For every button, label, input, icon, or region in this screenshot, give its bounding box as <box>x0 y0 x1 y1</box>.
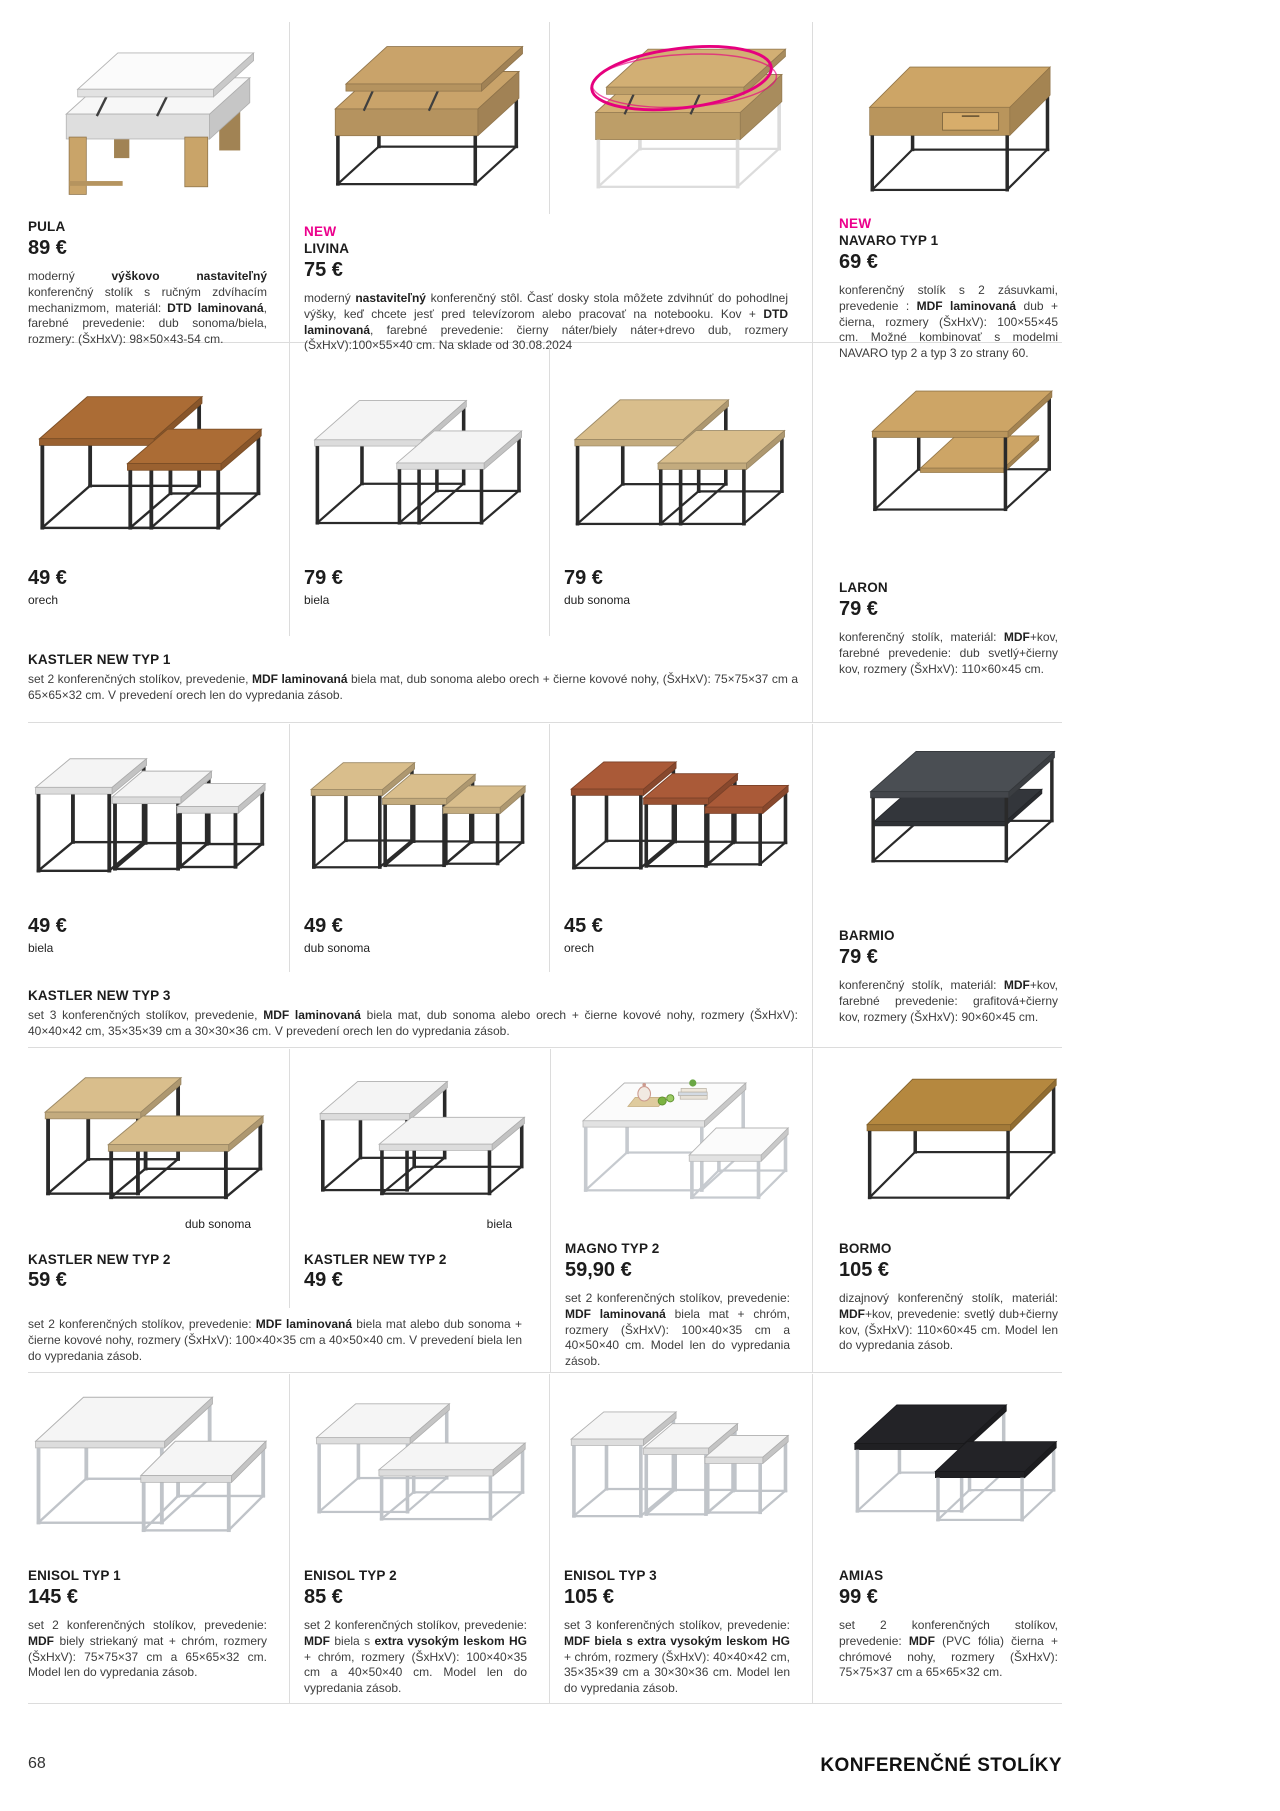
kastler1-variant-orech <box>28 344 290 636</box>
product-price: 49 € <box>304 1269 343 1292</box>
product-description: konferenčný stolík s 2 zásuvkami, prevedenie : MDF laminovaná dub + čierna, rozmery (ŠxHxV): 100×55×45 cm. Možné kombinovať s modelmi NAVARO typ 2 a typ 3 zo strany 60. <box>839 283 1058 361</box>
product-card-kastler1 <box>28 636 812 722</box>
laron-product-image <box>839 356 1058 554</box>
section-title: KONFERENČNÉ STOLÍKY <box>820 1755 1062 1776</box>
kastler2-biela-product-image <box>304 1061 528 1213</box>
kastler2-shared-description <box>28 1308 550 1372</box>
kastler3-variant-dub-sonoma <box>290 724 550 972</box>
product-price: 105 € <box>564 1586 615 1608</box>
new-badge: NEW <box>304 223 337 239</box>
new-badge: NEW <box>839 216 872 231</box>
finish-label: biela <box>304 593 330 607</box>
product-name: PULA <box>28 219 66 234</box>
product-name: AMIAS <box>839 1568 884 1583</box>
product-description: dizajnový konferenčný stolík, materiál: MDF+kov, prevedenie: svetlý dub+čierny kov, (ŠxHxV): 110×60×45 cm. Model len do vypredania zásob. <box>839 1291 1058 1353</box>
product-name: ENISOL TYP 3 <box>564 1568 657 1583</box>
product-description: set 3 konferenčných stolíkov, prevedenie: MDF biela s extra vysokým leskom HG + chróm, rozmery (ŠxHxV): 40×40×42 cm, 35×35×39 cm a 30×30×36 cm. Model len do vypredania zásob. <box>564 1618 790 1696</box>
livina-circled-product-image <box>564 28 790 206</box>
product-card-magno <box>550 1049 812 1372</box>
product-name: BORMO <box>839 1241 892 1256</box>
kastler3-dub-sonoma-product-image <box>304 734 527 902</box>
product-description: set 2 konferenčných stolíkov, prevedenie: MDF biely striekaný mat + chróm, rozmery (ŠxHxV): 75×75×37 cm a 65×65×32 cm. Model len do vypredania zásob. <box>28 1618 267 1680</box>
enisol1-product-image <box>28 1384 267 1552</box>
product-price: 85 € <box>304 1586 343 1608</box>
product-description: set 2 konferenčných stolíkov, prevedenie: MDF laminovaná biela mat + chróm, rozmery (ŠxHxV): 100×40×35 cm a 40×50×40 cm. Model len do vypredania zásob. <box>565 1291 790 1369</box>
variant-price: 79 € <box>564 567 603 589</box>
variant-price: 49 € <box>304 915 343 937</box>
catalog-row-2 <box>28 344 1062 723</box>
product-name: KASTLER NEW TYP 2 <box>28 1252 171 1268</box>
catalog-row-3 <box>28 724 1062 1048</box>
product-description: set 2 konferenčných stolíkov, prevedenie, MDF laminovaná biela mat, dub sonoma alebo orech + čierne kovové nohy, (ŠxHxV): 75×75×37 cm a 65×65×32 cm. V prevedení orech len do vypredania zásob. <box>28 671 798 702</box>
product-name: LARON <box>839 580 888 595</box>
product-description: konferenčný stolík, materiál: MDF+kov, farebné prevedenie: dub svetlý+čierny kov, rozmery (ŠxHxV): 110×60×45 cm. <box>839 630 1058 676</box>
product-price: 79 € <box>839 598 878 620</box>
product-description: moderný výškovo nastaviteľný konferenčný stolík s ručným zdvíhacím mechanizmom, materiál: DTD laminovaná, farebné prevedenie: dub sonoma/biela, rozmery: (ŠxHxV): 98×50×43-54 cm. <box>28 269 267 347</box>
product-description: set 2 konferenčných stolíkov, prevedenie: MDF (PVC fólia) čierna + chrómové nohy, rozmery (ŠxHxV): 75×75×37 cm a 65×65×32 cm. <box>839 1618 1059 1680</box>
product-name: MAGNO TYP 2 <box>565 1241 660 1256</box>
catalog-row-1 <box>28 22 1062 361</box>
kastler1-orech-product-image <box>28 356 267 554</box>
product-name: BARMIO <box>839 928 895 943</box>
finish-label: dub sonoma <box>184 1217 251 1231</box>
livina-product-image <box>304 28 527 206</box>
product-name: KASTLER NEW TYP 2 <box>304 1252 447 1268</box>
product-name: KASTLER NEW TYP 1 <box>28 651 171 667</box>
variant-price: 49 € <box>28 915 67 937</box>
product-price: 59,90 € <box>565 1259 632 1281</box>
finish-label: orech <box>564 941 595 955</box>
finish-label: dub sonoma <box>564 593 631 607</box>
product-name: NAVARO TYP 1 <box>839 233 939 248</box>
product-price: 69 € <box>839 251 878 273</box>
enisol3-product-image <box>564 1384 790 1552</box>
product-card-amias <box>812 1374 1062 1703</box>
product-card-kastler3 <box>28 972 812 1047</box>
product-card-barmio <box>812 724 1062 1047</box>
catalog-row-4 <box>28 1049 1062 1373</box>
page-number: 68 <box>28 1755 46 1772</box>
product-card-enisol2 <box>290 1374 550 1703</box>
product-price: 145 € <box>28 1586 79 1608</box>
livina-image-cell <box>290 22 550 214</box>
product-description: moderný nastaviteľný konferenčný stôl. Časť dosky stola môžete zdvihnúť do pohodlnej výšky, keď chcete jesť pred televízorom alebo pracovať na notebooku. Kov + DTD laminovaná, farebné prevedenie: čierny náter/biely náter+drevo dub, rozmery (ŠxHxV):100×55×40 cm. Na sklade od 30.08.2024 <box>304 290 789 353</box>
kastler1-variant-dub-sonoma <box>550 344 812 636</box>
page-footer <box>28 1705 1062 1777</box>
product-price: 105 € <box>839 1259 890 1281</box>
finish-label: biela <box>486 1217 512 1231</box>
product-card-kastler2-dub <box>28 1238 290 1308</box>
product-name: LIVINA <box>304 240 350 256</box>
finish-label: dub sonoma <box>304 941 371 955</box>
barmio-product-image <box>839 734 1058 902</box>
product-price: 99 € <box>839 1586 878 1608</box>
pula-product-image <box>28 28 267 206</box>
product-name: KASTLER NEW TYP 3 <box>28 988 171 1004</box>
amias-product-image <box>839 1384 1058 1552</box>
kastler2-dub-sonoma-product-image <box>28 1061 267 1213</box>
variant-price: 49 € <box>28 567 67 589</box>
navaro-product-image <box>839 28 1058 206</box>
product-description: set 2 konferenčných stolíkov, prevedenie: MDF laminovaná biela mat alebo dub sonoma + čierne kovové nohy, rozmery (ŠxHxV): 100×40×35 cm a 40×50×40 cm. V prevedení biela len do vypredania zásob. <box>28 1317 522 1363</box>
product-price: 75 € <box>304 258 343 281</box>
kastler3-variant-biela <box>28 724 290 972</box>
product-card-laron <box>812 344 1062 722</box>
magno-product-image <box>565 1061 790 1213</box>
product-card-livina <box>290 214 812 362</box>
livina-variant-image-cell <box>550 22 812 214</box>
kastler3-orech-product-image <box>564 734 790 902</box>
product-description: set 2 konferenčných stolíkov, prevedenie: MDF biela s extra vysokým leskom HG + chróm, rozmery (ŠxHxV): 100×40×35 cm a 40×50×40 cm. Model len do vypredania zásob. <box>304 1618 527 1696</box>
product-card-bormo <box>812 1049 1062 1372</box>
product-card-navaro <box>812 22 1062 362</box>
kastler1-variant-biela <box>290 344 550 636</box>
variant-price: 79 € <box>304 567 343 589</box>
bormo-product-image <box>839 1061 1058 1213</box>
product-price: 79 € <box>839 946 878 968</box>
enisol2-product-image <box>304 1384 527 1552</box>
variant-price: 45 € <box>564 915 603 937</box>
catalog-row-5 <box>28 1374 1062 1704</box>
finish-label: orech <box>28 593 59 607</box>
product-name: ENISOL TYP 2 <box>304 1568 397 1583</box>
product-description: konferenčný stolík, materiál: MDF+kov, farebné prevedenie: grafitová+čierny kov, rozmery (ŠxHxV): 90×60×45 cm. <box>839 978 1058 1024</box>
product-name: ENISOL TYP 1 <box>28 1568 121 1583</box>
kastler1-biela-product-image <box>304 356 527 554</box>
product-description: set 3 konferenčných stolíkov, prevedenie, MDF laminovaná biela mat, dub sonoma alebo orech + čierne kovové nohy, rozmery (ŠxHxV): 40×40×42 cm, 35×35×39 cm a 30×30×36 cm. V prevedení orech len do vypredania zásob. <box>28 1008 798 1038</box>
kastler2-biela-image-cell <box>290 1049 550 1238</box>
product-card-enisol1 <box>28 1374 290 1703</box>
product-price: 59 € <box>28 1269 67 1292</box>
finish-label: biela <box>28 941 54 955</box>
product-card-pula <box>28 22 290 362</box>
kastler2-dub-sonoma-image-cell <box>28 1049 290 1238</box>
kastler1-dub-sonoma-product-image <box>564 356 790 554</box>
kastler3-variant-orech <box>550 724 812 972</box>
kastler3-biela-product-image <box>28 734 267 902</box>
product-card-enisol3 <box>550 1374 812 1703</box>
product-card-kastler2-biela <box>290 1238 550 1308</box>
product-price: 89 € <box>28 237 67 259</box>
